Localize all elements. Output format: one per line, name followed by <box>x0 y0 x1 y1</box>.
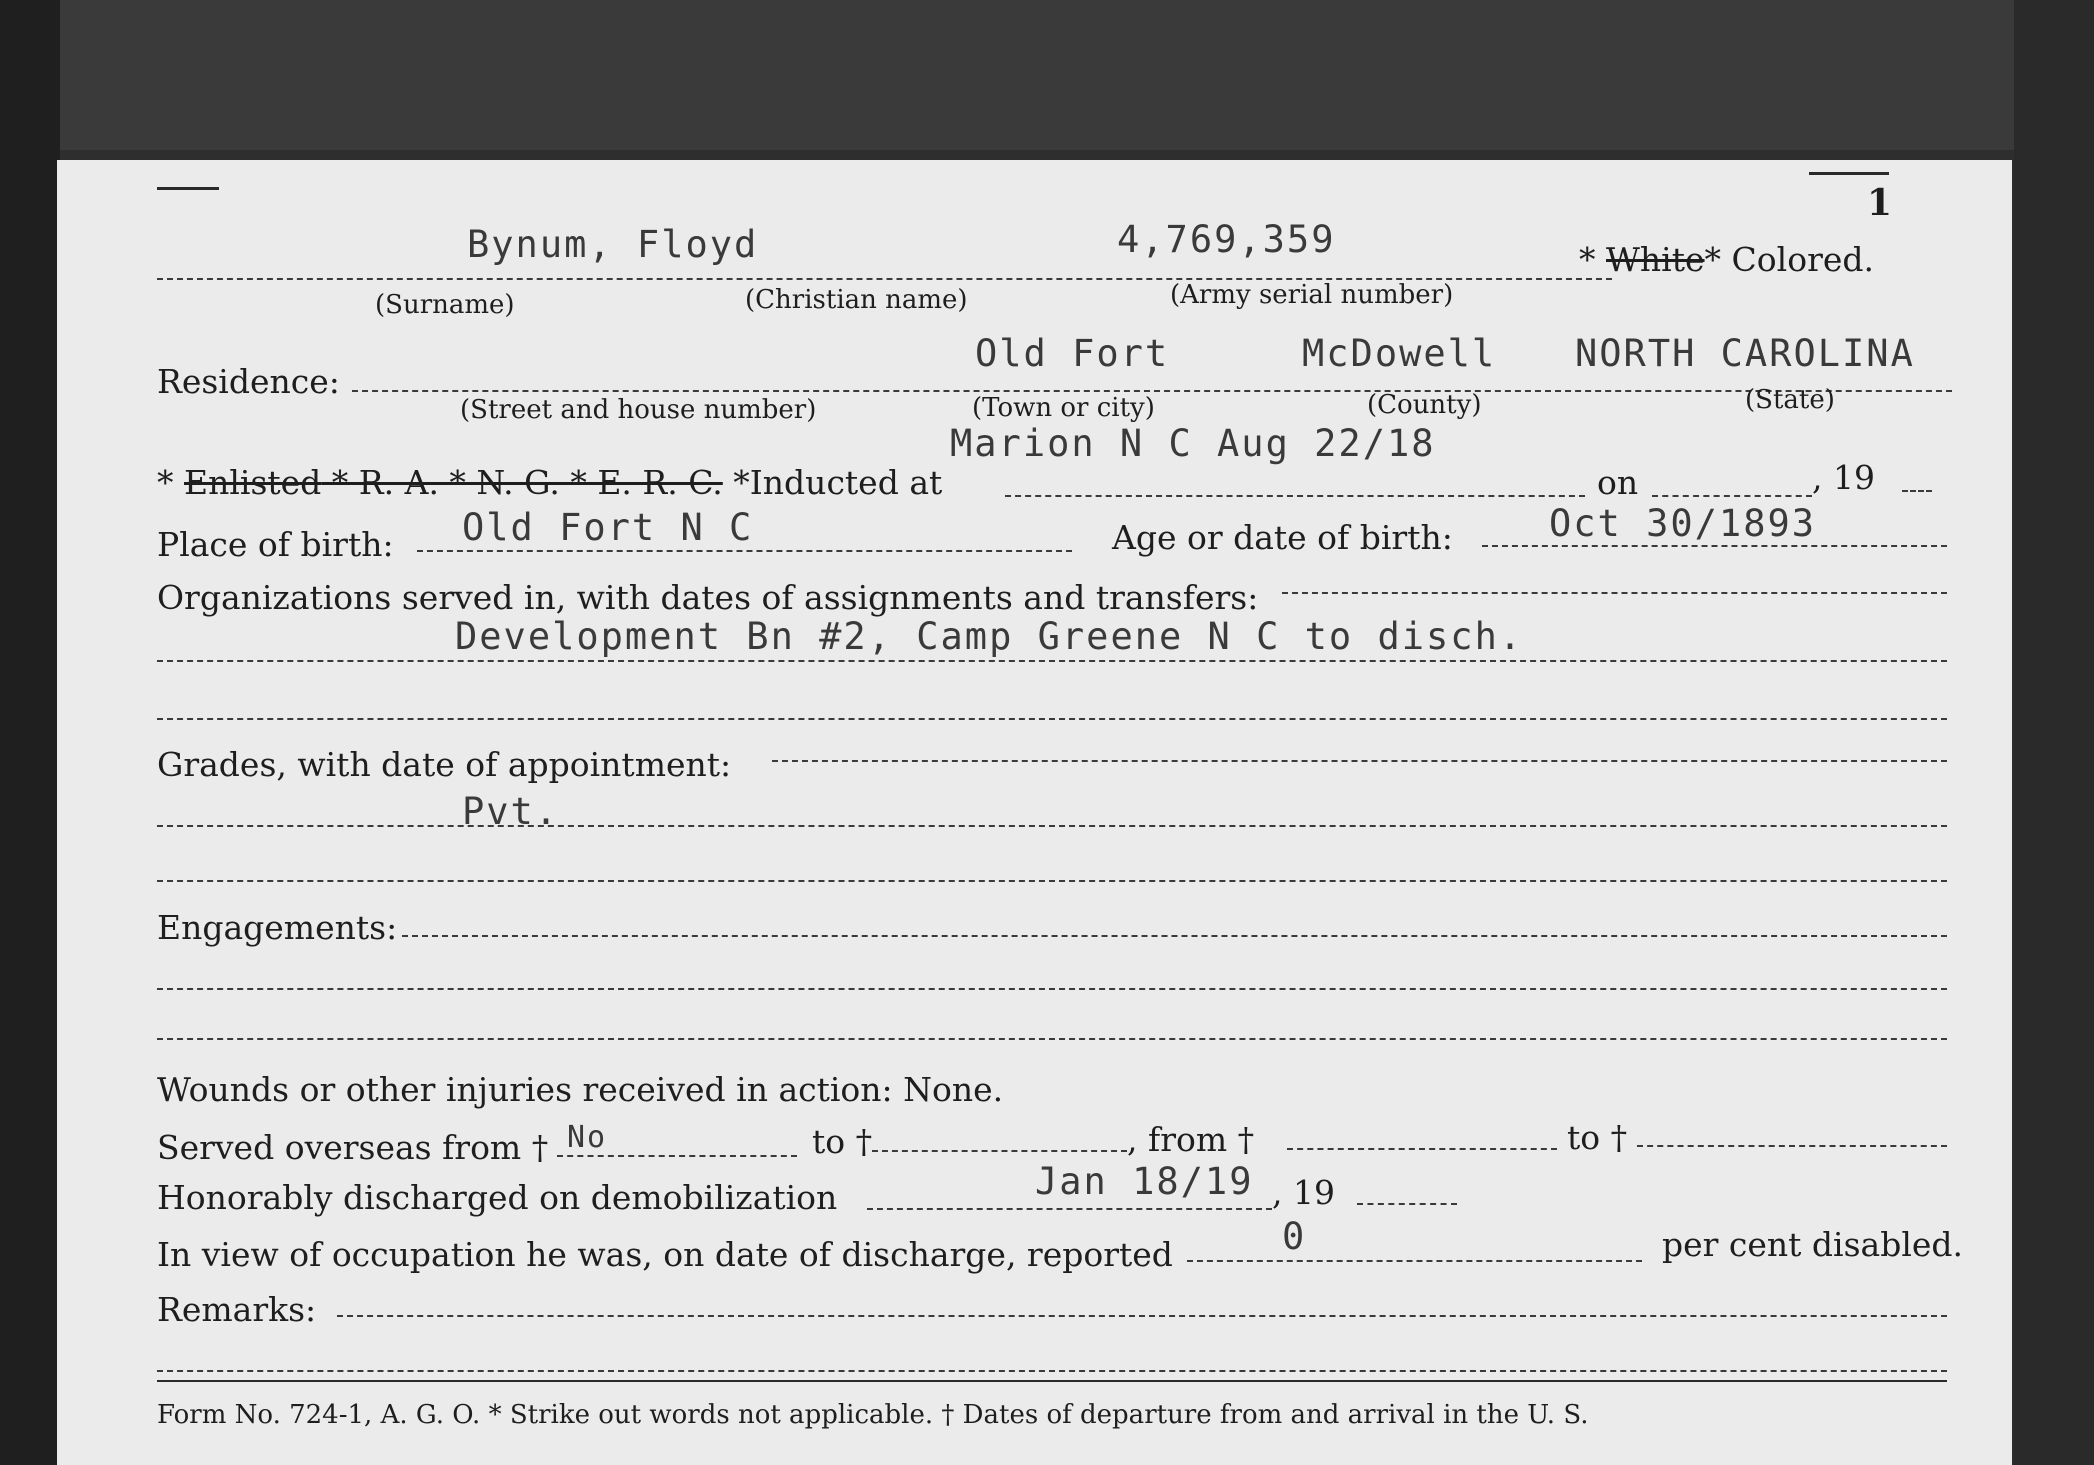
bottom-rule <box>157 1380 1947 1382</box>
on-label: on <box>1597 463 1639 502</box>
ra-ng-erc-label: * R. A. * N. G. * E. R. C. <box>321 463 723 502</box>
state-label: (State) <box>1745 385 1835 415</box>
discharge-year-line <box>1357 1203 1457 1205</box>
wounds-label: Wounds or other injuries received in action: None. <box>157 1070 1004 1109</box>
state-value: NORTH CAROLINA <box>1575 332 1915 375</box>
service-record-card <box>57 160 2012 1465</box>
race-prefix: * <box>1579 240 1606 279</box>
overseas-to2-line <box>1637 1145 1947 1147</box>
discharge-year-label: , 19 <box>1272 1173 1335 1212</box>
card-number: 1 <box>1867 182 1893 224</box>
engagements-line-3 <box>157 1038 1947 1040</box>
honorably-discharged-label: Honorably discharged on demobilization <box>157 1178 838 1217</box>
year-line <box>1902 490 1932 492</box>
inducted-label: *Inducted at <box>722 463 943 502</box>
town-value: Old Fort <box>975 332 1170 375</box>
form-footer: Form No. 724-1, A. G. O. * Strike out words not applicable. † Dates of departure from and arrival in the U. S. <box>157 1400 1589 1430</box>
birth-date-line <box>1482 545 1947 547</box>
grades-line-2 <box>157 825 1947 827</box>
place-of-birth-label: Place of birth: <box>157 525 394 564</box>
birth-place-line <box>417 550 1072 552</box>
discharge-date-value: Jan 18/19 <box>1035 1160 1254 1203</box>
top-left-rule <box>157 187 219 190</box>
in-view-label: In view of occupation he was, on date of discharge, reported <box>157 1235 1173 1274</box>
year-label: , 19 <box>1812 458 1875 497</box>
organizations-value: Development Bn #2, Camp Greene N C to disch. <box>455 615 1524 658</box>
race-white: White <box>1606 240 1705 279</box>
overseas-from-value: No <box>567 1120 608 1155</box>
served-overseas-label: Served overseas from † <box>157 1128 549 1167</box>
background-top <box>0 0 2094 150</box>
to-label-1: to † <box>812 1122 873 1161</box>
christian-name-label: (Christian name) <box>745 285 968 315</box>
name-value: Bynum, Floyd <box>467 223 759 266</box>
residence-label: Residence: <box>157 362 340 401</box>
street-label: (Street and house number) <box>460 395 817 425</box>
town-label: (Town or city) <box>972 393 1155 423</box>
serial-value: 4,769,359 <box>1117 218 1336 261</box>
remarks-line-2 <box>157 1370 1947 1372</box>
grades-line-1 <box>772 760 1947 762</box>
county-label: (County) <box>1367 390 1482 420</box>
overseas-from-line <box>557 1155 797 1157</box>
enlisted-label: Enlisted <box>184 463 322 502</box>
discharge-date-line <box>867 1208 1272 1210</box>
surname-label: (Surname) <box>375 290 515 320</box>
county-value: McDowell <box>1302 332 1497 375</box>
engagements-line-1 <box>402 935 1947 937</box>
organizations-line-2 <box>157 660 1947 662</box>
residence-line <box>352 390 1952 392</box>
background-right <box>2014 0 2094 1465</box>
per-cent-disabled-label: per cent disabled. <box>1662 1225 1964 1264</box>
remarks-label: Remarks: <box>157 1290 317 1329</box>
engagements-label: Engagements: <box>157 908 398 947</box>
on-line <box>1652 495 1812 497</box>
background-left <box>0 0 60 1465</box>
grade-value: Pvt. <box>462 790 560 833</box>
army-serial-label: (Army serial number) <box>1170 280 1454 310</box>
organizations-line-1 <box>1282 592 1947 594</box>
from-label-2: , from † <box>1127 1120 1255 1159</box>
race-mid: * <box>1704 240 1732 279</box>
enlistment-type-field <box>157 463 942 502</box>
race-colored: Colored. <box>1731 240 1874 279</box>
birth-date-value: Oct 30/1893 <box>1549 502 1817 545</box>
age-or-dob-label: Age or date of birth: <box>1112 518 1453 557</box>
grades-line-3 <box>157 880 1947 882</box>
top-right-rule <box>1809 172 1889 175</box>
birth-place-value: Old Fort N C <box>462 506 754 549</box>
disabled-pct-value: 0 <box>1282 1215 1307 1258</box>
engagements-line-2 <box>157 988 1947 990</box>
inducted-place-date: Marion N C Aug 22/18 <box>950 422 1436 465</box>
overseas-from2-line <box>1287 1148 1557 1150</box>
grades-label: Grades, with date of appointment: <box>157 745 732 784</box>
disabled-pct-line <box>1187 1260 1642 1262</box>
overseas-to-line <box>872 1150 1127 1152</box>
organizations-line-3 <box>157 718 1947 720</box>
inducted-line <box>1005 495 1585 497</box>
remarks-line-1 <box>337 1315 1947 1317</box>
enlisted-prefix: * <box>157 463 184 502</box>
organizations-label: Organizations served in, with dates of assignments and transfers: <box>157 578 1259 617</box>
to-label-2: to † <box>1567 1118 1628 1157</box>
race-field <box>1579 240 1874 279</box>
